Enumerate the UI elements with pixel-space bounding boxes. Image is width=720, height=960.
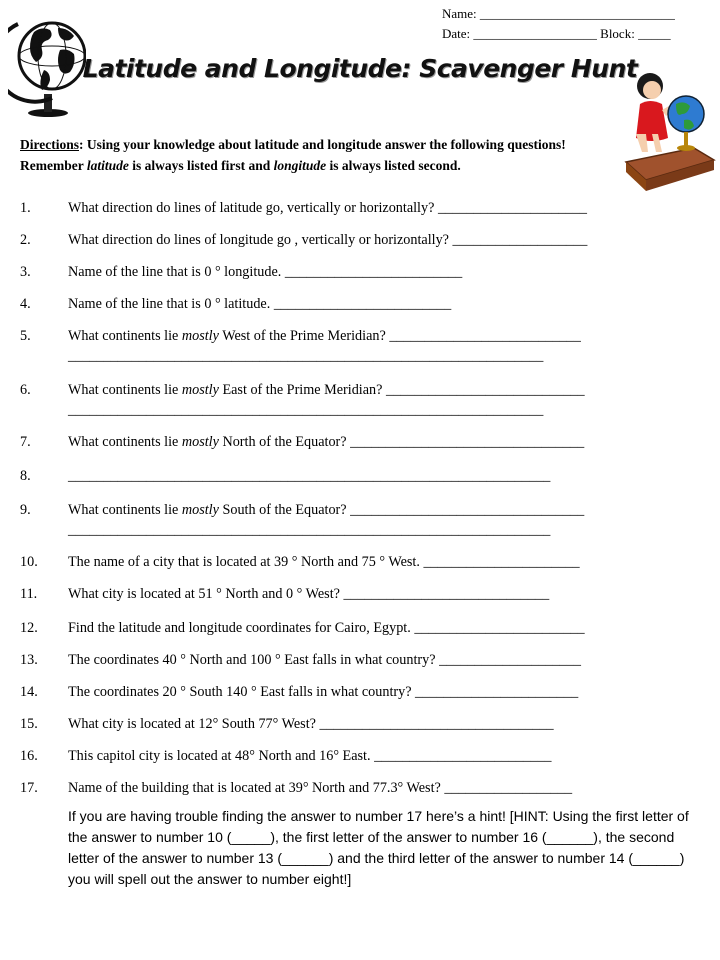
answer-blank[interactable]: _________________________________ xyxy=(350,502,585,518)
answer-blank-continuation[interactable]: ___________________________________________________________________ xyxy=(68,402,544,418)
answer-blank[interactable]: _____________________ xyxy=(437,200,587,216)
answer-blank[interactable]: __________________ xyxy=(444,780,573,796)
answer-blank[interactable]: _________________________ xyxy=(273,296,452,312)
hint-paragraph: If you are having trouble finding the answer to number 17 here’s a hint! [HINT: Using the first letter of the answer to number 10 (_____), the first letter of the answer to number 16 (______), the second letter of the answer to number 13 (______) and the third letter of the answer to number 14 (______) you will spell out the answer to number eight!] xyxy=(68,808,689,887)
answer-blank[interactable]: ____________________________________________________________________ xyxy=(68,468,551,484)
answer-blank[interactable]: _________________________ xyxy=(374,748,552,764)
girl-with-globe-icon xyxy=(622,64,716,192)
directions-label: Directions xyxy=(20,137,79,152)
answer-blank[interactable]: ____________________________ xyxy=(385,382,585,398)
answer-blank[interactable]: ________________________ xyxy=(414,620,585,636)
answer-blank[interactable]: ___________________________ xyxy=(389,328,581,344)
answer-blank[interactable]: _____________________________ xyxy=(343,586,550,602)
page-title: Latitude and Longitude: Scavenger Hunt xyxy=(82,54,638,83)
answer-blank[interactable]: _________________________________ xyxy=(319,716,554,732)
directions: Directions: Using your knowledge about latitude and longitude answer the following questions! Remember latitude is always listed first and longitude is always listed second. xyxy=(20,137,566,173)
answer-blank[interactable]: ___________________ xyxy=(452,232,588,248)
answer-blank-continuation[interactable]: ___________________________________________________________________ xyxy=(68,348,544,364)
name-line: Name: ______________________________ xyxy=(442,6,675,21)
answer-blank[interactable]: _______________________ xyxy=(415,684,579,700)
answer-blank[interactable]: ____________________ xyxy=(439,652,581,668)
answer-blank-continuation[interactable]: ____________________________________________________________________ xyxy=(68,522,551,538)
answer-blank[interactable]: _________________________ xyxy=(284,264,463,280)
answer-blank[interactable]: _________________________________ xyxy=(350,434,585,450)
answer-blank[interactable]: ______________________ xyxy=(423,554,580,570)
date-line: Date: ___________________ Block: _____ xyxy=(442,26,671,41)
